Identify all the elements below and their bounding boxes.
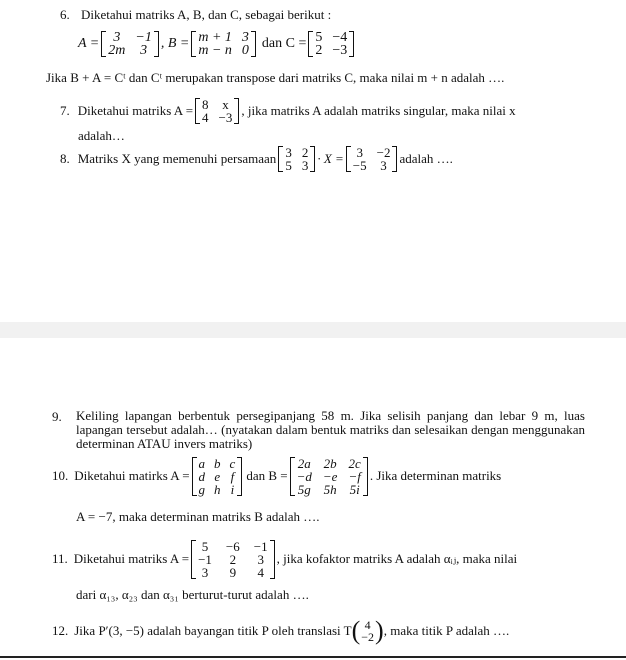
bottom-rule: [0, 656, 626, 658]
q7-m-11: 8: [202, 97, 209, 112]
question-9-number: 9.: [52, 409, 62, 424]
q12-post: , maka titik P adalah ….: [383, 622, 510, 638]
q8-m1-22: 3: [301, 158, 309, 173]
q7-post: , jika matriks A adalah matriks singular, maka nilai x: [241, 102, 516, 118]
q12-pre: Jika P′(3, −5) adalah bayangan titik P oleh translasi T: [74, 622, 352, 638]
q11-m-21: −1: [198, 552, 212, 567]
q10-a-33: i: [230, 482, 235, 497]
q11-pre: Diketahui matriks A =: [73, 551, 190, 567]
q8-mid: · X =: [317, 150, 344, 166]
question-7-line1: [60, 98, 516, 124]
q10-a-11: a: [198, 456, 206, 471]
q11-m-22: 2: [229, 552, 237, 567]
q10-post: . Jika determinan matriks: [369, 468, 502, 484]
q8-matrix-1: [278, 146, 315, 172]
q10-b-32: 5h: [323, 482, 337, 497]
q8-m2-21: −5: [352, 158, 367, 173]
q6-matrix-c: [308, 31, 354, 57]
q7-pre: Diketahui matriks A =: [77, 102, 194, 118]
question-7-line2: adalah…: [78, 128, 125, 143]
q10-a-21: d: [198, 469, 206, 484]
question-7-number: 7.: [60, 102, 70, 118]
q11-m-12: −6: [225, 539, 240, 554]
q6-a-11: 3: [113, 30, 121, 45]
q11-m-33: 4: [257, 565, 264, 580]
question-12-line: [52, 618, 509, 644]
question-6-intro: [60, 7, 331, 23]
q6-a-22: 3: [140, 43, 148, 58]
q7-m-21: 4: [202, 110, 209, 125]
q6-c-11: 5: [315, 30, 323, 45]
q12-vector-top: 4: [364, 618, 371, 632]
q10-b-31: 5g: [297, 482, 311, 497]
q10-b-13: 2c: [348, 456, 361, 471]
q10-b-23: −f: [348, 469, 361, 484]
q12-vector-bottom: −2: [361, 630, 375, 644]
question-9-text: Keliling lapangan berbentuk persegipanjang 58 m. Jika selisih panjang dan lebar 9 m, luas lapangan tersebut adalah… (nyatakan dalam bentuk matriks dan selesaikan dengan menggunakan determinan ATAU invers matriks): [76, 408, 585, 451]
q8-pre: Matriks X yang memenuhi persamaan: [77, 150, 277, 166]
q11-m-32: 9: [229, 565, 237, 580]
q10-a-32: h: [214, 482, 221, 497]
q6-matrix-b: [191, 31, 256, 57]
q6-b-12: 3: [241, 30, 249, 45]
q11-matrix: [191, 540, 275, 579]
q8-m2-22: 3: [380, 158, 387, 173]
q8-m1-11: 3: [285, 145, 292, 160]
q8-m1-12: 2: [301, 145, 309, 160]
q10-b-33: 5i: [349, 482, 360, 497]
q10-b-11: 2a: [297, 456, 311, 471]
q6-eq-a: A =: [78, 36, 100, 52]
q11-m-23: 3: [257, 552, 264, 567]
question-6-line2: Jika B + A = Cᵗ dan Cᵗ merupakan transpose dari matriks C, maka nilai m + n adalah ….: [46, 70, 505, 85]
q6-a-21: 2m: [108, 43, 126, 58]
q7-m-22: −3: [218, 110, 233, 125]
q6-c-21: 2: [315, 43, 323, 58]
question-11-line2: dari α₁₃, α₂₃ dan α₃₁ berturut-turut adalah ….: [76, 587, 309, 602]
q10-a-13: c: [229, 456, 236, 471]
question-11-number: 11.: [52, 551, 68, 567]
q8-post: adalah ….: [399, 150, 453, 166]
question-8-line: [60, 146, 453, 172]
q10-pre: Diketahui matirks A =: [74, 468, 190, 484]
q10-b-12: 2b: [323, 456, 337, 471]
question-10-line2: A = −7, maka determinan matriks B adalah ….: [76, 509, 320, 524]
question-6-matrices: [78, 31, 356, 57]
q6-b-22: 0: [241, 43, 249, 58]
q6-a-12: −1: [135, 30, 152, 45]
question-10-number: 10.: [52, 468, 69, 484]
question-12-number: 12.: [52, 622, 69, 638]
q10-a-23: f: [230, 469, 235, 484]
q7-matrix: [195, 98, 239, 124]
q12-translation-vector: ( 4 −2 ): [351, 616, 384, 645]
question-6-number: 6.: [60, 7, 70, 22]
q6-sep-b: , B =: [160, 36, 190, 52]
q7-m-12: x: [222, 97, 229, 112]
question-6-text: Diketahui matriks A, B, dan C, sebagai berikut :: [81, 7, 332, 22]
q10-b-22: −e: [322, 469, 338, 484]
q8-m1-21: 5: [285, 158, 292, 173]
q8-m2-12: −2: [376, 145, 391, 160]
q11-m-13: −1: [253, 539, 268, 554]
q10-a-31: g: [198, 482, 206, 497]
q6-b-11: m + 1: [198, 30, 232, 45]
question-11-line1: [52, 540, 517, 579]
q6-dan-c: dan C =: [261, 36, 307, 52]
q10-matrix-b: [290, 457, 368, 496]
q8-m2-11: 3: [356, 145, 363, 160]
q10-matrix-a: [192, 457, 243, 496]
question-8-number: 8.: [60, 150, 70, 166]
page-separator-band: [0, 322, 626, 338]
question-10-line1: [52, 457, 501, 496]
q6-b-21: m − n: [198, 43, 232, 58]
q6-matrix-a: [101, 31, 159, 57]
q10-a-22: e: [214, 469, 221, 484]
q10-mid: dan B =: [246, 468, 288, 484]
q11-post: , jika kofaktor matriks A adalah αᵢⱼ, maka nilai: [276, 551, 518, 567]
q6-c-12: −4: [332, 30, 348, 45]
q6-c-22: −3: [332, 43, 348, 58]
q11-m-11: 5: [201, 539, 209, 554]
q10-a-12: b: [214, 456, 221, 471]
q11-m-31: 3: [201, 565, 209, 580]
q10-b-21: −d: [296, 469, 312, 484]
q8-matrix-2: [346, 146, 398, 172]
